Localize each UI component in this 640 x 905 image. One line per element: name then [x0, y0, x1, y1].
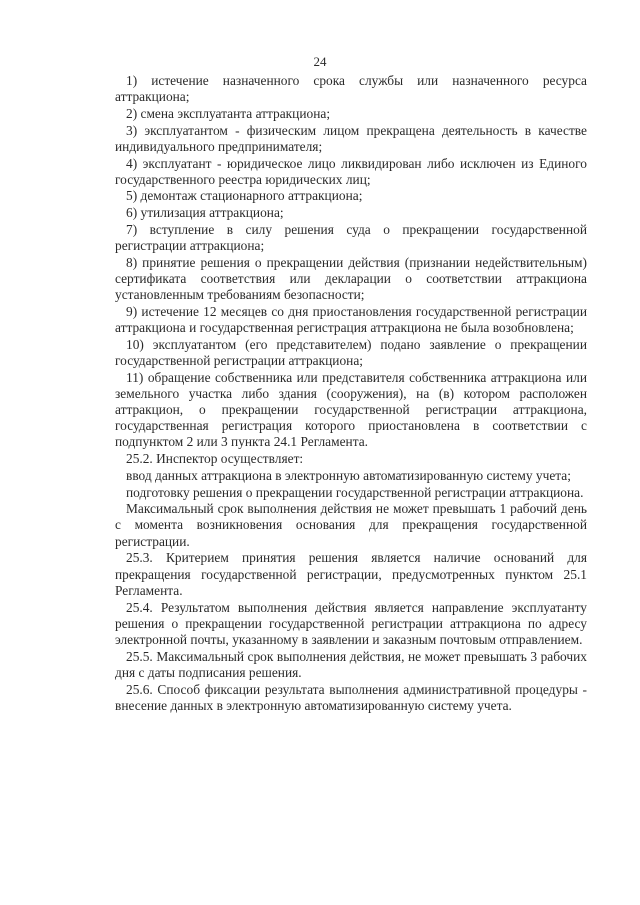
- paragraph: 25.4. Результатом выполнения действия является направление эксплуатанту решения о прекращении государственной регистрации аттракциона по адресу электронной почты, указанному в заявлении и заказным почтовым отправлением.: [115, 599, 587, 647]
- paragraph: 8) принятие решения о прекращении действия (признании недействительным) сертификата соответствия или декларации о соответствии аттракциона установленным требованиям безопасности;: [115, 254, 587, 303]
- paragraph: 4) эксплуатант - юридическое лицо ликвидирован либо исключен из Единого государственного реестра юридических лиц;: [115, 155, 587, 187]
- paragraph: 25.5. Максимальный срок выполнения действия, не может превышать 3 рабочих дня с даты подписания решения.: [115, 648, 587, 680]
- paragraph: подготовку решения о прекращении государственной регистрации аттракциона.: [126, 484, 584, 500]
- paragraph: Максимальный срок выполнения действия не может превышать 1 рабочий день с момента возникновения основания для прекращения государственной регистрации.: [115, 501, 587, 549]
- paragraph: 10) эксплуатантом (его представителем) подано заявление о прекращении государственной регистрации аттракциона;: [115, 336, 587, 368]
- paragraph: 5) демонтаж стационарного аттракциона;: [126, 188, 363, 204]
- paragraph: 11) обращение собственника или представителя собственника аттракциона или земельного участка либо здания (сооружения), на (в) котором расположен аттракцион, о прекращении государственной регистрации аттракциона, государственная регистрация которого приостановлена в соответствии с подпунктом 2 или 3 пункта 24.1 Регламента.: [115, 369, 587, 450]
- paragraph: 25.6. Способ фиксации результата выполнения административной процедуры - внесение данных в электронную автоматизированную систему учета.: [115, 681, 587, 713]
- document-body: [115, 73, 587, 714]
- paragraph: 7) вступление в силу решения суда о прекращении государственной регистрации аттракциона;: [115, 221, 587, 254]
- paragraph: 25.3. Критерием принятия решения является наличие оснований для прекращения государственной регистрации, предусмотренных пунктом 25.1 Регламента.: [115, 550, 587, 598]
- paragraph: 3) эксплуатантом - физическим лицом прекращена деятельность в качестве индивидуального предпринимателя;: [115, 122, 587, 154]
- paragraph: 9) истечение 12 месяцев со дня приостановления государственной регистрации аттракциона и государственная регистрация аттракциона не была возобновлена;: [115, 303, 587, 336]
- page-number: 24: [313, 54, 327, 69]
- paragraph: 6) утилизация аттракциона;: [126, 205, 284, 221]
- paragraph: 25.2. Инспектор осуществляет:: [126, 451, 304, 467]
- paragraph: ввод данных аттракциона в электронную автоматизированную систему учета;: [126, 467, 571, 483]
- paragraph: 1) истечение назначенного срока службы или назначенного ресурса аттракциона;: [115, 73, 587, 105]
- paragraph: 2) смена эксплуатанта аттракциона;: [126, 105, 331, 121]
